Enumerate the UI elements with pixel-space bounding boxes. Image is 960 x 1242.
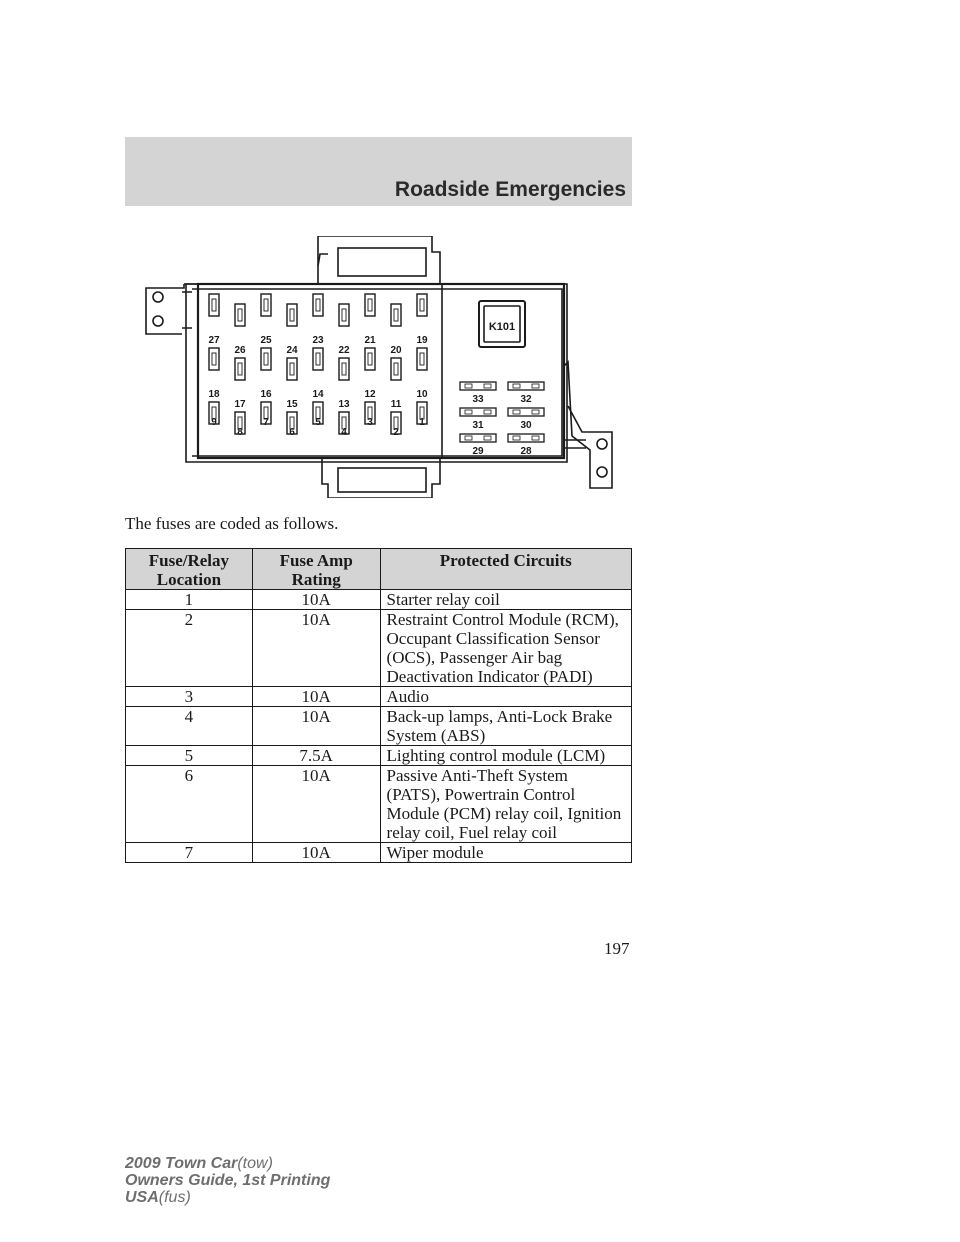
table-row [126,746,632,766]
cell-location: 3 [126,687,253,707]
table-row [126,687,632,707]
fuse-number-label: 30 [520,420,532,431]
right-fuse-block [460,382,544,457]
fuse-number-label: 19 [416,335,428,346]
footer-model: 2009 Town Car [125,1155,238,1172]
fuse-number-label: 29 [472,446,484,457]
mini-fuse-slot [508,382,544,390]
cell-amp-rating: 10A [252,707,380,746]
fuse-number-label: 22 [338,345,350,356]
fuse-number-label: 15 [286,399,298,410]
fuse-number-label: 20 [390,345,402,356]
section-header-band [125,137,632,206]
fuse-number-label: 27 [208,335,220,346]
fuse-number-label: 25 [260,335,272,346]
cell-location: 2 [126,610,253,687]
header-protected-circuits: Protected Circuits [380,549,631,590]
fuse-slot [209,348,219,370]
fuse-number-label: 16 [260,389,272,400]
page-number: 197 [604,939,630,958]
footer-edition: Owners Guide, 1st Printing [125,1172,331,1189]
fuse-slot [391,304,401,326]
fuse-slot [235,358,245,380]
fuse-slot [287,358,297,380]
cell-protected-circuits: Back-up lamps, Anti-Lock Brake System (ABS) [380,707,631,746]
cell-location: 7 [126,843,253,863]
fuse-slot [313,294,323,316]
fuse-number-label: 9 [211,417,217,428]
fuse-slot [339,304,349,326]
cell-amp-rating: 7.5A [252,746,380,766]
fuse-number-label: 3 [367,417,373,428]
cell-amp-rating: 10A [252,766,380,843]
cell-protected-circuits: Passive Anti-Theft System (PATS), Powertrain Control Module (PCM) relay coil, Ignition relay coil, Fuel relay coil [380,766,631,843]
table-row [126,610,632,687]
cell-protected-circuits: Audio [380,687,631,707]
fuse-grid [208,294,428,438]
fuse-number-label: 7 [263,417,269,428]
fuse-slot [391,358,401,380]
fuse-slot [313,348,323,370]
cell-location: 4 [126,707,253,746]
fuse-number-label: 32 [520,394,532,405]
fuse-number-label: 31 [472,420,484,431]
fuse-number-label: 14 [312,389,324,400]
cell-amp-rating: 10A [252,843,380,863]
table-row [126,707,632,746]
fuse-number-label: 12 [364,389,376,400]
footer-model-code: (tow) [237,1155,273,1172]
fuse-slot [417,348,427,370]
fuse-number-label: 8 [237,427,243,438]
cell-protected-circuits: Wiper module [380,843,631,863]
fuse-number-label: 2 [393,427,399,438]
fuse-slot [235,304,245,326]
table-row [126,766,632,843]
intro-text: The fuses are coded as follows. [125,514,339,533]
cell-protected-circuits: Restraint Control Module (RCM), Occupant Classification Sensor (OCS), Passenger Air bag Deactivation Indicator (PADI) [380,610,631,687]
fuse-slot [261,348,271,370]
fuse-number-label: 1 [419,417,425,428]
fuse-number-label: 5 [315,417,321,428]
fuse-slot [365,294,375,316]
header-amp-rating: Fuse Amp Rating [252,549,380,590]
table-row [126,590,632,610]
fuse-slot [261,294,271,316]
fuse-number-label: 13 [338,399,350,410]
fuse-table [125,548,632,863]
table-row [126,843,632,863]
footer [125,1155,330,1206]
fuse-number-label: 6 [289,427,295,438]
fuse-number-label: 18 [208,389,220,400]
fuse-number-label: 21 [364,335,376,346]
mini-fuse-slot [508,434,544,442]
section-title: Roadside Emergencies [394,178,626,201]
fuse-slot [339,358,349,380]
fuse-slot [287,304,297,326]
fuse-number-label: 17 [234,399,246,410]
fuse-number-label: 28 [520,446,532,457]
cell-location: 1 [126,590,253,610]
fuse-panel-diagram [142,236,622,498]
cell-location: 5 [126,746,253,766]
table-header-row [126,549,632,590]
cell-protected-circuits: Lighting control module (LCM) [380,746,631,766]
cell-amp-rating: 10A [252,590,380,610]
footer-market: USA [125,1189,159,1206]
fuse-number-label: 26 [234,345,246,356]
cell-protected-circuits: Starter relay coil [380,590,631,610]
fuse-number-label: 4 [341,427,347,438]
fuse-number-label: 33 [472,394,484,405]
cell-amp-rating: 10A [252,687,380,707]
footer-market-code: (fus) [158,1189,191,1206]
relay-k101-label: K101 [488,321,516,333]
fuse-slot [209,294,219,316]
fuse-number-label: 23 [312,335,324,346]
cell-amp-rating: 10A [252,610,380,687]
fuse-slot [417,294,427,316]
fuse-number-label: 24 [286,345,298,356]
fuse-slot [365,348,375,370]
cell-location: 6 [126,766,253,843]
fuse-number-label: 11 [390,399,402,410]
fuse-number-label: 10 [416,389,428,400]
header-location: Fuse/Relay Location [126,549,253,590]
mini-fuse-slot [508,408,544,416]
